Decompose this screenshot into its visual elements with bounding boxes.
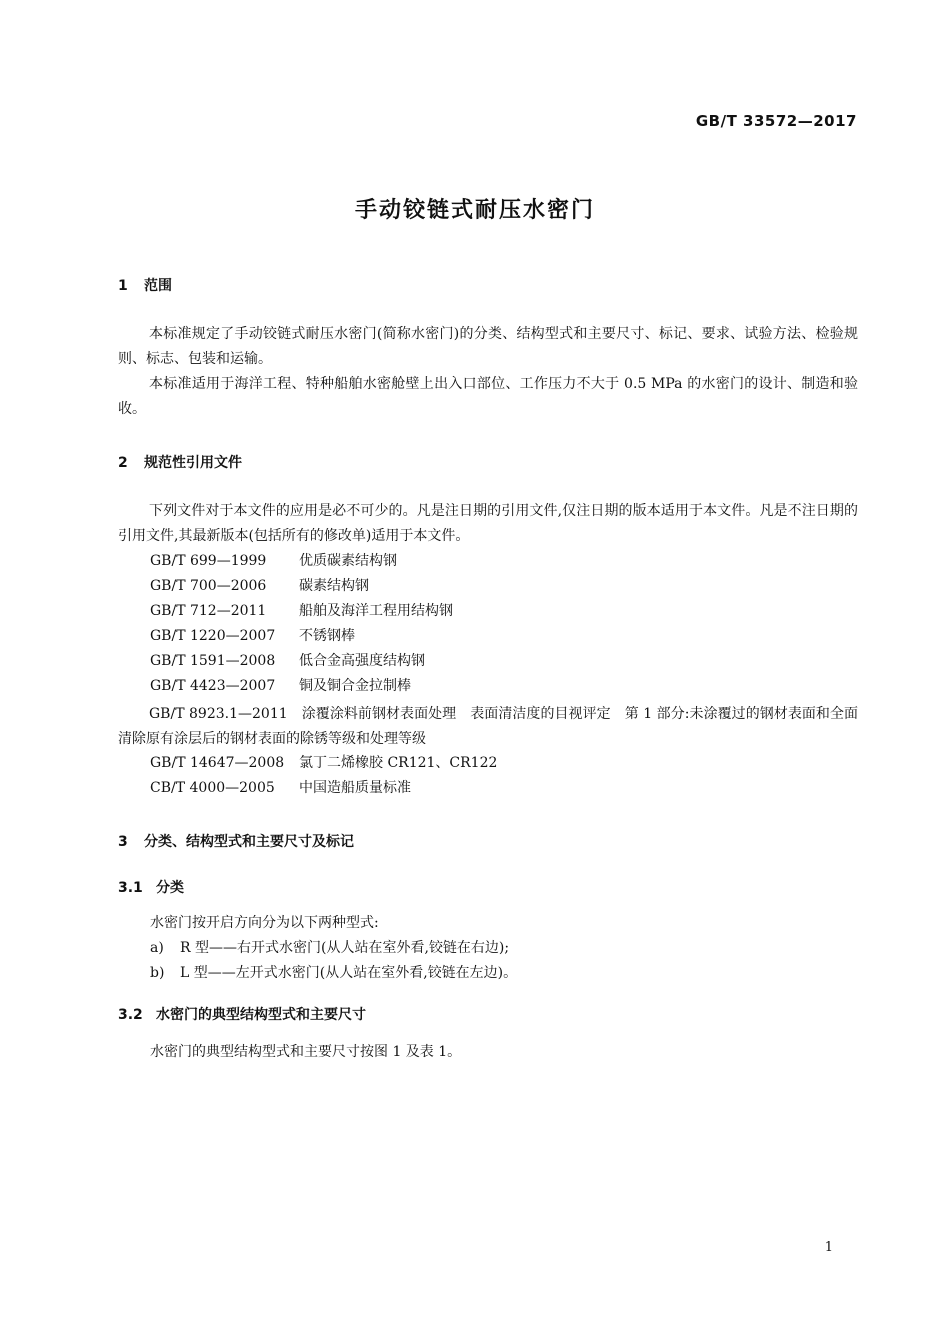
document-title: 手动铰链式耐压水密门 (354, 198, 595, 223)
reference-code: GB/T 699—1999 (150, 553, 267, 569)
section-number: 3 (118, 834, 128, 850)
section-title: 规范性引用文件 (144, 455, 242, 471)
reference-code: GB/T 712—2011 (150, 603, 267, 619)
reference-name: 涂覆涂料前钢材表面处理 表面清洁度的目视评定 第 1 部分:未涂覆过的钢材表面和全面清除原有涂层后的钢材表面的除锈等级和处理等级 (118, 706, 859, 747)
paragraph: 水密门的典型结构型式和主要尺寸按图 1 及表 1。 (150, 1044, 462, 1060)
reference-item (150, 575, 369, 595)
list-text: R 型——右开式水密门(从人站在室外看,铰链在右边); (180, 940, 510, 956)
subsection-3-1-heading (118, 877, 184, 897)
reference-item (150, 675, 411, 695)
reference-code: GB/T 14647—2008 (150, 755, 285, 771)
reference-name: 碳素结构钢 (299, 578, 369, 594)
section-1-heading (118, 275, 172, 295)
reference-item (150, 752, 497, 772)
reference-name: 低合金高强度结构钢 (299, 653, 425, 669)
reference-code: CB/T 4000—2005 (150, 780, 275, 796)
reference-code: GB/T 4423—2007 (150, 678, 276, 694)
list-item (150, 937, 509, 957)
reference-name: 中国造船质量标准 (299, 780, 411, 796)
reference-name: 不锈钢棒 (299, 628, 355, 644)
reference-item (150, 600, 453, 620)
reference-code: GB/T 1220—2007 (150, 628, 276, 644)
section-number: 2 (118, 455, 128, 471)
paragraph: 下列文件对于本文件的应用是必不可少的。凡是注日期的引用文件,仅注日期的版本适用于本文件。凡是不注日期的引用文件,其最新版本(包括所有的修改单)适用于本文件。 (118, 503, 858, 544)
section-title: 分类、结构型式和主要尺寸及标记 (144, 834, 354, 850)
reference-code: GB/T 1591—2008 (150, 653, 276, 669)
subsection-number: 3.2 (118, 1007, 143, 1023)
subsection-title: 分类 (156, 880, 184, 896)
section-title: 范围 (144, 278, 172, 294)
reference-name: 铜及铜合金拉制棒 (299, 678, 411, 694)
reference-name: 船舶及海洋工程用结构钢 (299, 603, 453, 619)
subsection-title: 水密门的典型结构型式和主要尺寸 (156, 1007, 366, 1023)
subsection-number: 3.1 (118, 880, 143, 896)
paragraph: 水密门按开启方向分为以下两种型式: (150, 915, 379, 931)
list-text: L 型——左开式水密门(从人站在室外看,铰链在左边)。 (180, 965, 518, 981)
reference-item (150, 625, 355, 645)
reference-code: GB/T 700—2006 (150, 578, 267, 594)
reference-item (150, 550, 397, 570)
reference-item (150, 777, 411, 797)
standard-code: GB/T 33572—2017 (695, 112, 857, 130)
section-3-heading (118, 831, 354, 851)
list-marker: a) (150, 940, 164, 956)
page-number: 1 (824, 1240, 833, 1255)
list-marker: b) (150, 965, 165, 981)
reference-name: 氯丁二烯橡胶 CR121、CR122 (299, 755, 498, 771)
section-number: 1 (118, 278, 128, 294)
paragraph: 本标准规定了手动铰链式耐压水密门(简称水密门)的分类、结构型式和主要尺寸、标记、要求、试验方法、检验规则、标志、包装和运输。 (118, 326, 858, 367)
reference-item (150, 650, 425, 670)
section-2-heading (118, 452, 242, 472)
reference-item (118, 702, 858, 752)
reference-name: 优质碳素结构钢 (299, 553, 397, 569)
reference-code: GB/T 8923.1—2011 (149, 706, 288, 722)
paragraph: 本标准适用于海洋工程、特种船舶水密舱壁上出入口部位、工作压力不大于 0.5 MPa 的水密门的设计、制造和验收。 (118, 376, 858, 417)
list-item (150, 962, 517, 982)
subsection-3-2-heading (118, 1004, 366, 1024)
